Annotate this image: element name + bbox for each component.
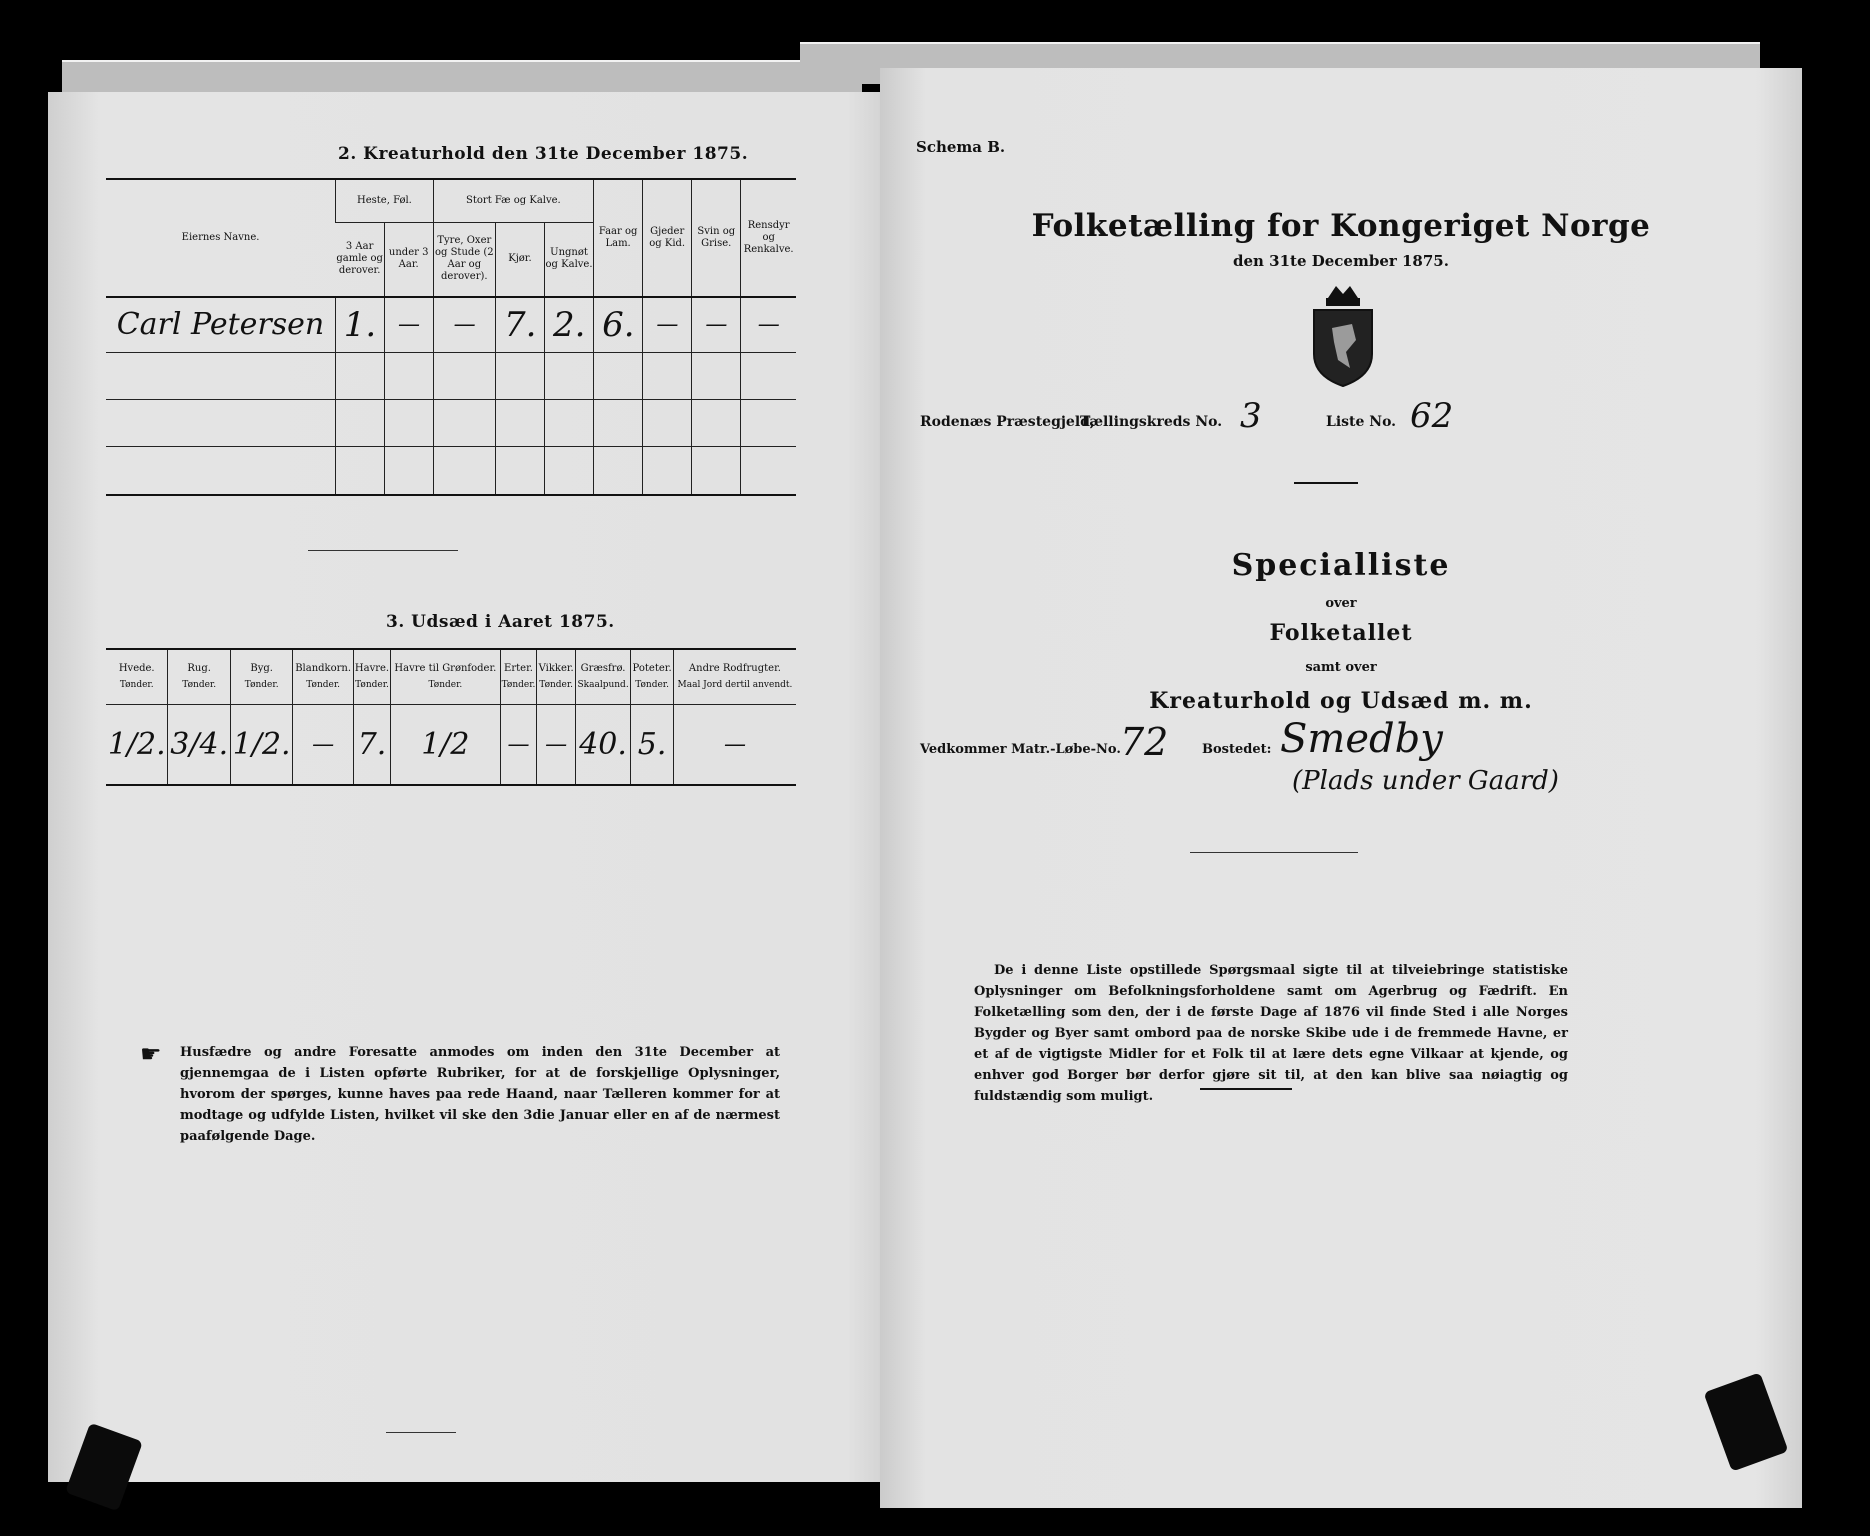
livestock-table (106, 180, 796, 296)
cell-heste-under3: — (385, 298, 434, 352)
coat-of-arms-icon (1306, 280, 1380, 390)
seed-header-label: Havre. (354, 662, 390, 674)
seed-header-10 (673, 650, 796, 704)
seed-header-9 (631, 650, 674, 704)
seed-unit-label: Tønder. (355, 679, 389, 690)
samt-over-label: samt over (1305, 660, 1377, 675)
faar-header: Faar og Lam. (594, 180, 643, 296)
owner-name: Carl Petersen (116, 307, 325, 343)
seed-header-5 (391, 650, 500, 704)
kjor-header: Kjør. (495, 222, 544, 296)
seed-value-8: 40. (575, 704, 630, 784)
seed-unit-label: Tønder. (428, 679, 463, 690)
folketallet-title: Folketallet (1269, 620, 1413, 646)
seed-value-9: 5. (631, 704, 674, 784)
footnote: Husfædre og andre Foresatte anmodes om inden den 31te December at gjennemgaa de i Listen opførte Rubriker, for at de forskjellige Oplysninger, hvorom der spørges, kunne haves paa rede Haand, naar Tælleren kommer for at modtage og udfylde Listen, hvilket vil ske den 3die Januar eller en af de nærmest paafølgende Dage. (180, 1045, 780, 1144)
rule (106, 784, 796, 786)
seed-value-5: 1/2 (391, 704, 500, 784)
stort-fae-header: Stort Fæ og Kalve. (433, 180, 593, 222)
section2-title: 2. Kreaturhold den 31te December 1875. (338, 144, 749, 164)
tyre-header: Tyre, Oxer og Stude (2 Aar og derover). (433, 222, 495, 296)
tellingskreds-number: 3 (1240, 396, 1262, 436)
cell-ungnot: 2. (545, 298, 594, 352)
seed-table (106, 650, 796, 784)
seed-header-0 (106, 650, 168, 704)
table-row (106, 352, 796, 399)
matr-label: Vedkommer Matr.-Løbe-No. (920, 742, 1121, 757)
divider (1200, 1088, 1292, 1090)
intro-text: De i denne Liste opstillede Spørgsmaal sigte til at tilveiebringe statistiske Oplysninger om Befolkningsforholdene samt om Agerbrug og Fædrift. En Folketælling som den, der i de første Dage af 1876 vil finde Sted i alle Norges Bygder og Byer samt ombord paa de norske Skibe ude i de fremmede Havne, er et af de vigtigste Midler for et Folk til at lære dets egne Vilkaar at kjende, og enhver god Borger bør derfor gjøre sit til, at den kan blive saa nøiagtig og fuldstændig som muligt. (974, 963, 1568, 1104)
heste-3aar-header: 3 Aar gamle og derover. (336, 222, 385, 296)
census-title: Folketælling for Kongeriget Norge (1031, 208, 1651, 244)
seed-header-label: Græsfrø. (580, 662, 626, 674)
cell-rensdyr: — (741, 298, 796, 352)
seed-header-label: Rug. (187, 662, 211, 674)
heste-under3-header: under 3 Aar. (384, 222, 433, 296)
cell-svin: — (692, 298, 741, 352)
cell-gjeder: — (643, 298, 692, 352)
divider (308, 550, 458, 551)
section3-title: 3. Udsæd i Aaret 1875. (386, 612, 615, 632)
ungnot-header: Ungnøt og Kalve. (544, 222, 593, 296)
schema-label: Schema B. (916, 138, 1006, 156)
seed-unit-label: Tønder. (182, 679, 217, 690)
table-row (106, 704, 796, 784)
seed-header-8 (575, 650, 630, 704)
seed-unit-label: Tønder. (501, 679, 536, 690)
matr-number: 72 (1120, 720, 1169, 764)
seed-value-2: 1/2. (230, 704, 292, 784)
seed-unit-label: Maal Jord dertil anvendt. (677, 679, 793, 690)
census-date: den 31te December 1875. (1233, 252, 1449, 270)
kreaturhold-title: Kreaturhold og Udsæd m. m. (1149, 688, 1533, 714)
seed-value-10: — (673, 704, 796, 784)
seed-value-3: — (293, 704, 353, 784)
liste-number: 62 (1410, 396, 1454, 436)
divider (1190, 852, 1358, 853)
livestock-rows (106, 298, 796, 494)
liste-label: Liste No. (1326, 414, 1397, 430)
seed-header-label: Blandkorn. (295, 662, 352, 674)
seed-value-0: 1/2. (107, 726, 166, 762)
gjeder-header: Gjeder og Kid. (643, 180, 692, 296)
bostedet-value: Smedby (1280, 716, 1443, 762)
seed-value-4: 7. (353, 704, 390, 784)
cell-kjor: 7. (496, 298, 545, 352)
owner-header: Eiernes Navne. (181, 232, 260, 243)
table-row (106, 298, 796, 352)
seed-unit-label: Tønder. (539, 679, 574, 690)
seed-unit-label: Tønder. (119, 679, 154, 690)
bostedet-note: (Plads under Gaard) (1292, 766, 1559, 796)
seed-unit-label: Skaalpund. (577, 679, 629, 690)
svin-header: Svin og Grise. (692, 180, 741, 296)
cell-faar: 6. (594, 298, 643, 352)
rule (106, 494, 796, 496)
pointing-hand-icon: ☛ (140, 1040, 162, 1068)
cell-heste-3aar: 1. (335, 298, 384, 352)
seed-header-4 (353, 650, 390, 704)
bostedet-label: Bostedet: (1202, 742, 1272, 757)
seed-value-6: — (500, 704, 537, 784)
tellingskreds-label: Tællingskreds No. (1080, 414, 1223, 430)
prestegjeld-label: Rodenæs Præstegjeld, (920, 414, 1095, 430)
seed-unit-label: Tønder. (244, 679, 279, 690)
seed-header-label: Andre Rodfrugter. (688, 662, 781, 674)
right-page (880, 68, 1802, 1508)
seed-value-1: 3/4. (168, 704, 230, 784)
table-row (106, 446, 796, 494)
seed-header-label: Vikker. (538, 662, 574, 674)
divider (1294, 482, 1358, 484)
seed-header-2 (230, 650, 292, 704)
seed-header-label: Hvede. (118, 662, 155, 674)
divider (386, 1432, 456, 1433)
seed-header-6 (500, 650, 537, 704)
left-page (48, 92, 898, 1482)
seed-header-label: Poteter. (632, 662, 672, 674)
seed-unit-label: Tønder. (635, 679, 669, 690)
seed-header-1 (168, 650, 230, 704)
seed-header-7 (537, 650, 575, 704)
rensdyr-header: Rensdyr og Renkalve. (741, 180, 796, 296)
seed-header-label: Havre til Grønfoder. (394, 662, 497, 674)
heste-header: Heste, Føl. (336, 180, 434, 222)
seed-unit-label: Tønder. (306, 679, 340, 690)
specialliste-title: Specialliste (1231, 548, 1451, 583)
seed-value-7: — (537, 704, 575, 784)
table-row (106, 399, 796, 446)
seed-header-label: Erter. (504, 662, 533, 674)
cell-tyre: — (434, 298, 496, 352)
seed-header-3 (293, 650, 353, 704)
seed-header-label: Byg. (250, 662, 273, 674)
over-label: over (1325, 596, 1357, 611)
